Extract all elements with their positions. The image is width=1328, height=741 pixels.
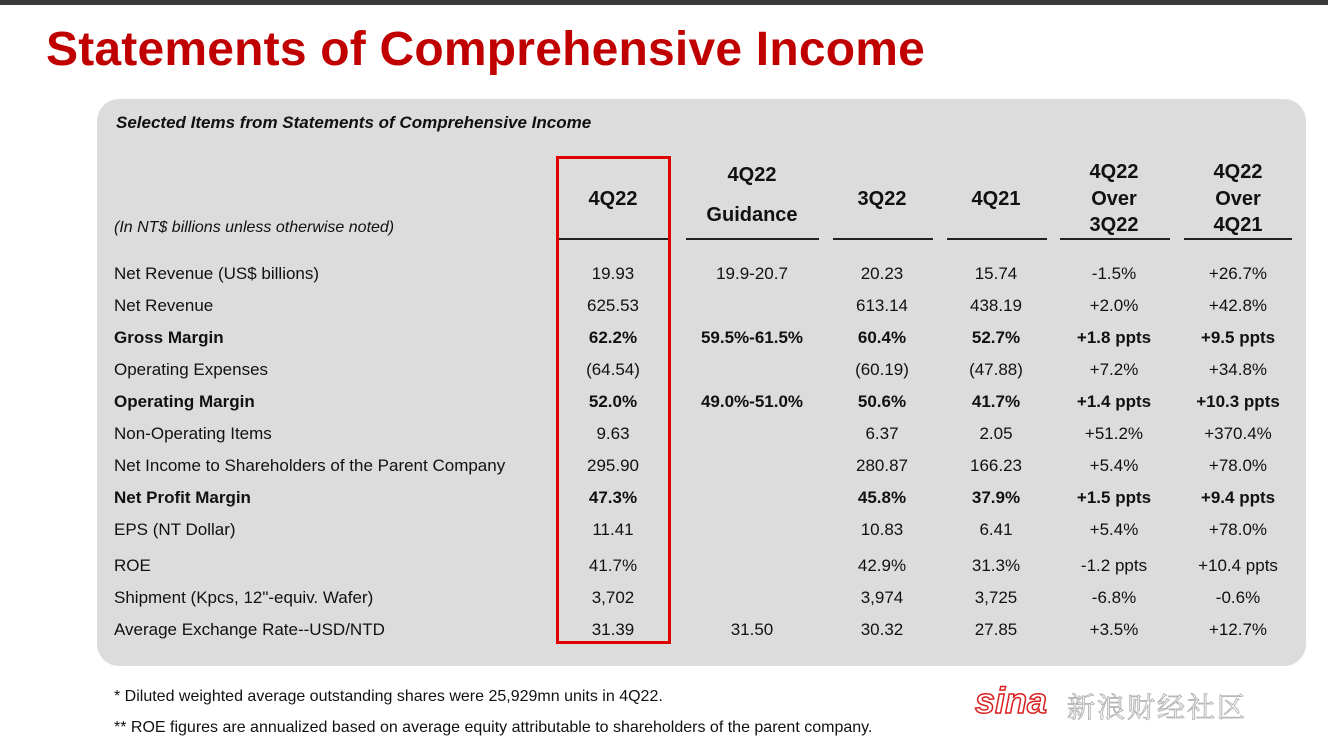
- table-cell: 45.8%: [857, 488, 907, 507]
- row-label: Average Exchange Rate--USD/NTD: [114, 620, 385, 639]
- table-cell: +3.5%: [1089, 620, 1139, 639]
- table-cell: +5.4%: [1089, 456, 1139, 475]
- row-label: EPS (NT Dollar): [114, 520, 236, 539]
- table-cell: +1.4 ppts: [1076, 392, 1152, 411]
- table-cell: 30.32: [860, 620, 904, 639]
- table-cell: (64.54): [586, 360, 640, 379]
- table-cell: +10.3 ppts: [1196, 392, 1280, 411]
- row-label: Operating Margin: [114, 392, 255, 411]
- table-cell: 47.3%: [588, 488, 638, 507]
- row-label: Net Revenue (US$ billions): [114, 264, 320, 283]
- table-cell: +78.0%: [1208, 456, 1268, 475]
- table-cell: -1.5%: [1091, 264, 1137, 283]
- top-border: [0, 0, 1328, 5]
- table-cell: 11.41: [592, 520, 634, 539]
- table-cell: 50.6%: [857, 392, 907, 411]
- row-label: ROE: [114, 556, 151, 575]
- table-cell: 19.93: [591, 264, 635, 283]
- table-cell: 15.74: [974, 264, 1018, 283]
- table-cell: 49.0%-51.0%: [700, 392, 804, 411]
- table-cell: 41.7%: [971, 392, 1021, 411]
- table-cell: +370.4%: [1204, 424, 1272, 443]
- table-cell: 19.9-20.7: [716, 264, 788, 283]
- column-header-4-line-1: Over: [1091, 188, 1137, 210]
- row-label: Gross Margin: [114, 328, 224, 347]
- table-cell: +9.5 ppts: [1200, 328, 1276, 347]
- table-cell: 37.9%: [971, 488, 1021, 507]
- table-cell: +1.8 ppts: [1076, 328, 1152, 347]
- table-cell: 52.0%: [588, 392, 638, 411]
- row-label: Net Income to Shareholders of the Parent Company: [114, 456, 506, 475]
- column-header-underline: [947, 238, 1047, 240]
- table-cell: 31.50: [730, 620, 774, 639]
- column-header-underline: [833, 238, 933, 240]
- table-cell: 613.14: [856, 296, 908, 315]
- table-cell: 438.19: [970, 296, 1022, 315]
- table-cell: 41.7%: [588, 556, 638, 575]
- table-cell: +2.0%: [1089, 296, 1139, 315]
- table-cell: +34.8%: [1208, 360, 1268, 379]
- table-cell: +78.0%: [1208, 520, 1268, 539]
- table-cell: 9.63: [596, 424, 630, 443]
- footnote-shares: * Diluted weighted average outstanding shares were 25,929mn units in 4Q22.: [114, 688, 663, 705]
- sina-logo: sina: [975, 680, 1048, 721]
- highlight-box-4q22: [556, 156, 671, 644]
- table-cell: 31.39: [591, 620, 635, 639]
- table-cell: 60.4%: [857, 328, 907, 347]
- column-header-5-line-2: 4Q21: [1213, 214, 1263, 236]
- table-cell: (47.88): [969, 360, 1023, 379]
- table-cell: 31.3%: [971, 556, 1021, 575]
- footnote-roe: ** ROE figures are annualized based on average equity attributable to shareholders of the parent company.: [114, 719, 873, 736]
- table-cell: 52.7%: [971, 328, 1021, 347]
- table-cell: 166.23: [970, 456, 1022, 475]
- table-cell: +42.8%: [1208, 296, 1268, 315]
- column-header-2-line-0: 3Q22: [857, 188, 907, 210]
- column-header-underline: [686, 238, 819, 240]
- table-cell: 2.05: [979, 424, 1013, 443]
- table-cell: (60.19): [855, 360, 909, 379]
- table-cell: +10.4 ppts: [1198, 556, 1278, 575]
- table-cell: 42.9%: [857, 556, 907, 575]
- table-cell: +26.7%: [1208, 264, 1268, 283]
- table-cell: -1.2 ppts: [1080, 556, 1148, 575]
- table-cell: +9.4 ppts: [1200, 488, 1276, 507]
- table-cell: 6.37: [865, 424, 899, 443]
- row-label: Operating Expenses: [114, 360, 269, 379]
- table-cell: 62.2%: [588, 328, 638, 347]
- table-cell: +12.7%: [1208, 620, 1268, 639]
- table-cell: 3,702: [591, 588, 635, 607]
- column-header-1-line-0: 4Q22: [727, 164, 777, 186]
- table-cell: 27.85: [974, 620, 1018, 639]
- row-label: Net Revenue: [114, 296, 214, 315]
- table-cell: 6.41: [979, 520, 1013, 539]
- column-header-underline: [1060, 238, 1170, 240]
- row-label: Non-Operating Items: [114, 424, 272, 443]
- table-cell: 20.23: [860, 264, 904, 283]
- column-header-3-line-0: 4Q21: [971, 188, 1021, 210]
- units-note: (In NT$ billions unless otherwise noted): [114, 219, 395, 236]
- table-cell: 10.83: [860, 520, 904, 539]
- row-label: Net Profit Margin: [114, 488, 251, 507]
- column-header-4-line-0: 4Q22: [1089, 161, 1139, 183]
- table-cell: +7.2%: [1089, 360, 1139, 379]
- table-cell: +1.5 ppts: [1076, 488, 1152, 507]
- table-cell: +5.4%: [1089, 520, 1139, 539]
- watermark-text: 新浪财经社区: [1067, 692, 1248, 723]
- table-cell: 3,725: [974, 588, 1018, 607]
- column-header-underline: [1184, 238, 1292, 240]
- column-header-1-line-1: Guidance: [706, 204, 798, 226]
- column-header-0-line-0: 4Q22: [588, 188, 638, 210]
- table-cell: 280.87: [856, 456, 908, 475]
- table-cell: 625.53: [587, 296, 639, 315]
- column-header-4-line-2: 3Q22: [1089, 214, 1139, 236]
- sina-watermark: [975, 680, 1295, 730]
- table-cell: 59.5%-61.5%: [700, 328, 804, 347]
- table-cell: 295.90: [587, 456, 639, 475]
- row-label: Shipment (Kpcs, 12"-equiv. Wafer): [114, 588, 374, 607]
- table-cell: 3,974: [860, 588, 904, 607]
- table-cell: +51.2%: [1084, 424, 1144, 443]
- column-header-5-line-0: 4Q22: [1213, 161, 1263, 183]
- page-title: Statements of Comprehensive Income: [46, 23, 926, 76]
- table-cell: -6.8%: [1091, 588, 1137, 607]
- column-header-5-line-1: Over: [1215, 188, 1261, 210]
- table-cell: -0.6%: [1215, 588, 1261, 607]
- panel-heading: Selected Items from Statements of Comprehensive Income: [116, 113, 592, 132]
